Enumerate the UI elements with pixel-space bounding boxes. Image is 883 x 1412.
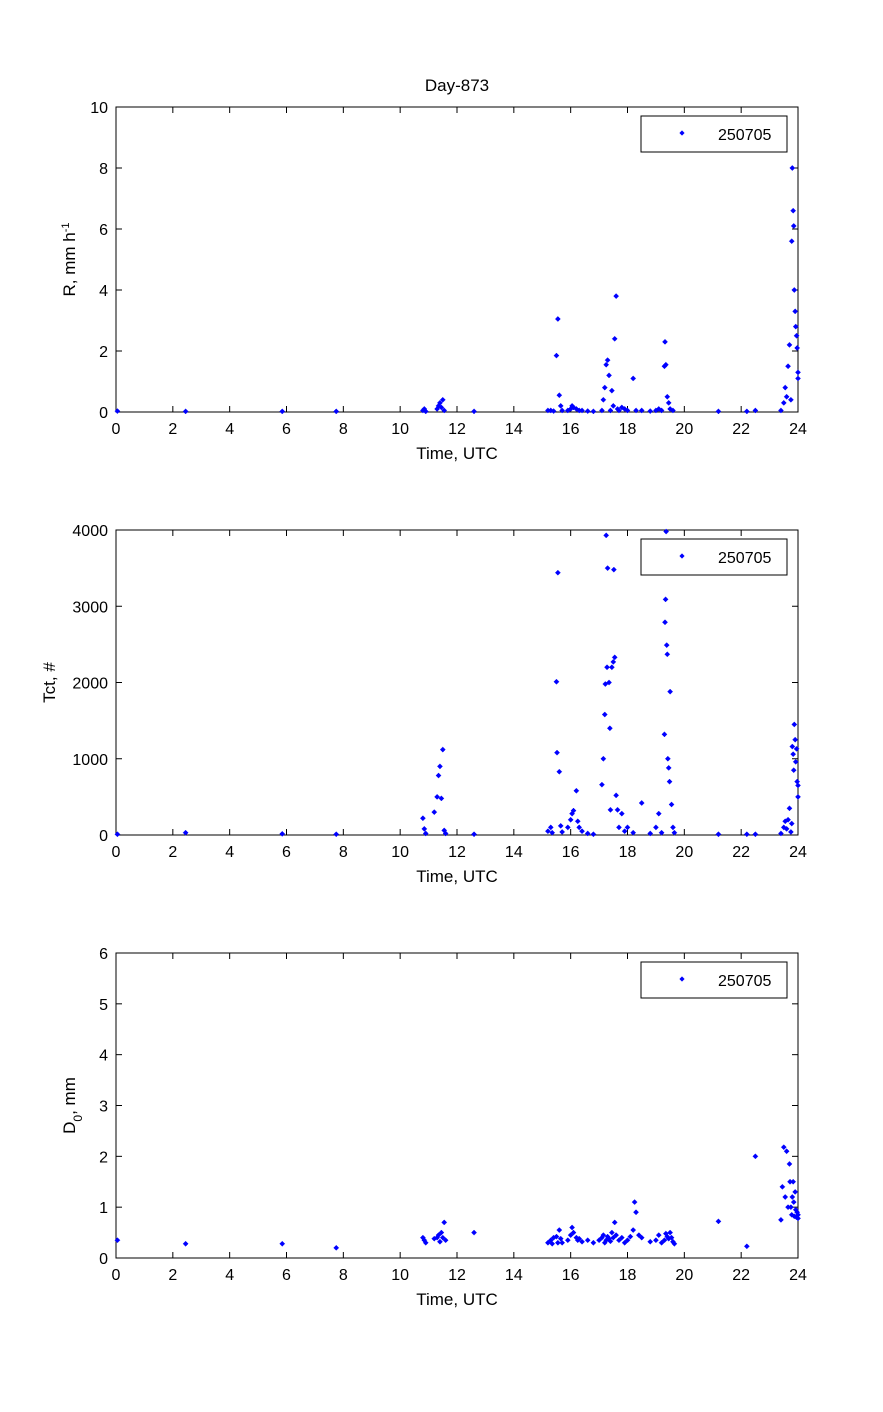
x-tick-label: 18 — [618, 421, 637, 438]
y-tick-label: 3000 — [72, 599, 108, 617]
x-tick-label: 2 — [168, 421, 178, 438]
x-tick-label: 10 — [391, 844, 410, 861]
x-tick-label: 16 — [561, 844, 580, 861]
x-tick-label: 22 — [732, 421, 751, 438]
panel-2 — [40, 523, 807, 886]
plot-area — [116, 953, 798, 1258]
chart-title: Day-873 — [424, 76, 490, 95]
legend-label: 250705 — [718, 973, 772, 990]
x-axis-label: Time, UTC — [416, 1290, 498, 1309]
x-tick-label: 2 — [168, 844, 178, 861]
x-tick-label: 16 — [561, 421, 580, 438]
y-tick-label: 0 — [99, 1251, 108, 1268]
y-tick-label: 4000 — [72, 523, 108, 540]
x-tick-label: 20 — [675, 421, 694, 438]
x-tick-label: 24 — [789, 844, 807, 861]
x-tick-label: 12 — [448, 421, 466, 438]
x-tick-label: 24 — [789, 421, 807, 438]
x-axis-label: Time, UTC — [416, 867, 498, 886]
x-tick-label: 22 — [732, 844, 751, 861]
x-tick-label: 8 — [338, 421, 348, 438]
x-tick-label: 18 — [618, 1267, 637, 1284]
y-tick-label: 0 — [99, 828, 108, 845]
y-tick-label: 1 — [99, 1200, 108, 1218]
x-tick-label: 4 — [225, 1267, 235, 1284]
x-tick-label: 20 — [675, 1267, 694, 1284]
x-axis-label: Time, UTC — [416, 444, 498, 463]
legend-label: 250705 — [718, 127, 772, 144]
y-tick-label: 6 — [99, 222, 108, 239]
y-axis-label: Tct, # — [40, 662, 59, 703]
x-tick-label: 4 — [225, 844, 235, 861]
x-tick-label: 4 — [225, 421, 235, 438]
y-axis-label: R, mm $h^{-1}$ — [60, 222, 79, 297]
x-tick-label: 16 — [561, 1267, 580, 1284]
y-tick-label: 0 — [99, 405, 108, 422]
legend-label: 250705 — [718, 550, 772, 567]
y-tick-label: 3 — [99, 1098, 108, 1116]
y-tick-label: 2 — [99, 1149, 108, 1167]
x-tick-label: 10 — [391, 421, 410, 438]
panel-1 — [60, 100, 807, 463]
y-tick-label: 10 — [90, 100, 108, 117]
panel-3 — [60, 946, 807, 1309]
x-tick-label: 18 — [618, 844, 637, 861]
x-tick-label: 8 — [338, 1267, 348, 1284]
y-tick-label: 6 — [99, 946, 108, 963]
x-tick-label: 0 — [111, 421, 121, 438]
y-tick-label: 4 — [99, 1047, 108, 1065]
x-tick-label: 12 — [448, 844, 466, 861]
plot-area — [116, 530, 798, 835]
x-tick-label: 14 — [504, 421, 523, 438]
y-tick-label: 5 — [99, 996, 108, 1014]
x-tick-label: 6 — [282, 421, 291, 438]
y-tick-label: 2000 — [72, 675, 108, 693]
x-tick-label: 14 — [504, 844, 523, 861]
x-tick-label: 0 — [111, 844, 121, 861]
x-tick-label: 6 — [282, 844, 291, 861]
x-tick-label: 0 — [111, 1267, 121, 1284]
y-axis-label: $D_0$, mm — [60, 1077, 85, 1134]
x-tick-label: 10 — [391, 1267, 410, 1284]
x-tick-label: 24 — [789, 1267, 807, 1284]
x-tick-label: 8 — [338, 844, 348, 861]
x-tick-label: 20 — [675, 844, 694, 861]
x-tick-label: 6 — [282, 1267, 291, 1284]
plot-area — [116, 107, 798, 412]
x-tick-label: 14 — [504, 1267, 523, 1284]
y-tick-label: 4 — [99, 283, 108, 300]
y-tick-label: 8 — [99, 161, 108, 178]
y-tick-label: 1000 — [72, 751, 108, 769]
x-tick-label: 22 — [732, 1267, 751, 1284]
x-tick-label: 2 — [168, 1267, 178, 1284]
x-tick-label: 12 — [448, 1267, 466, 1284]
y-tick-label: 2 — [99, 344, 108, 361]
